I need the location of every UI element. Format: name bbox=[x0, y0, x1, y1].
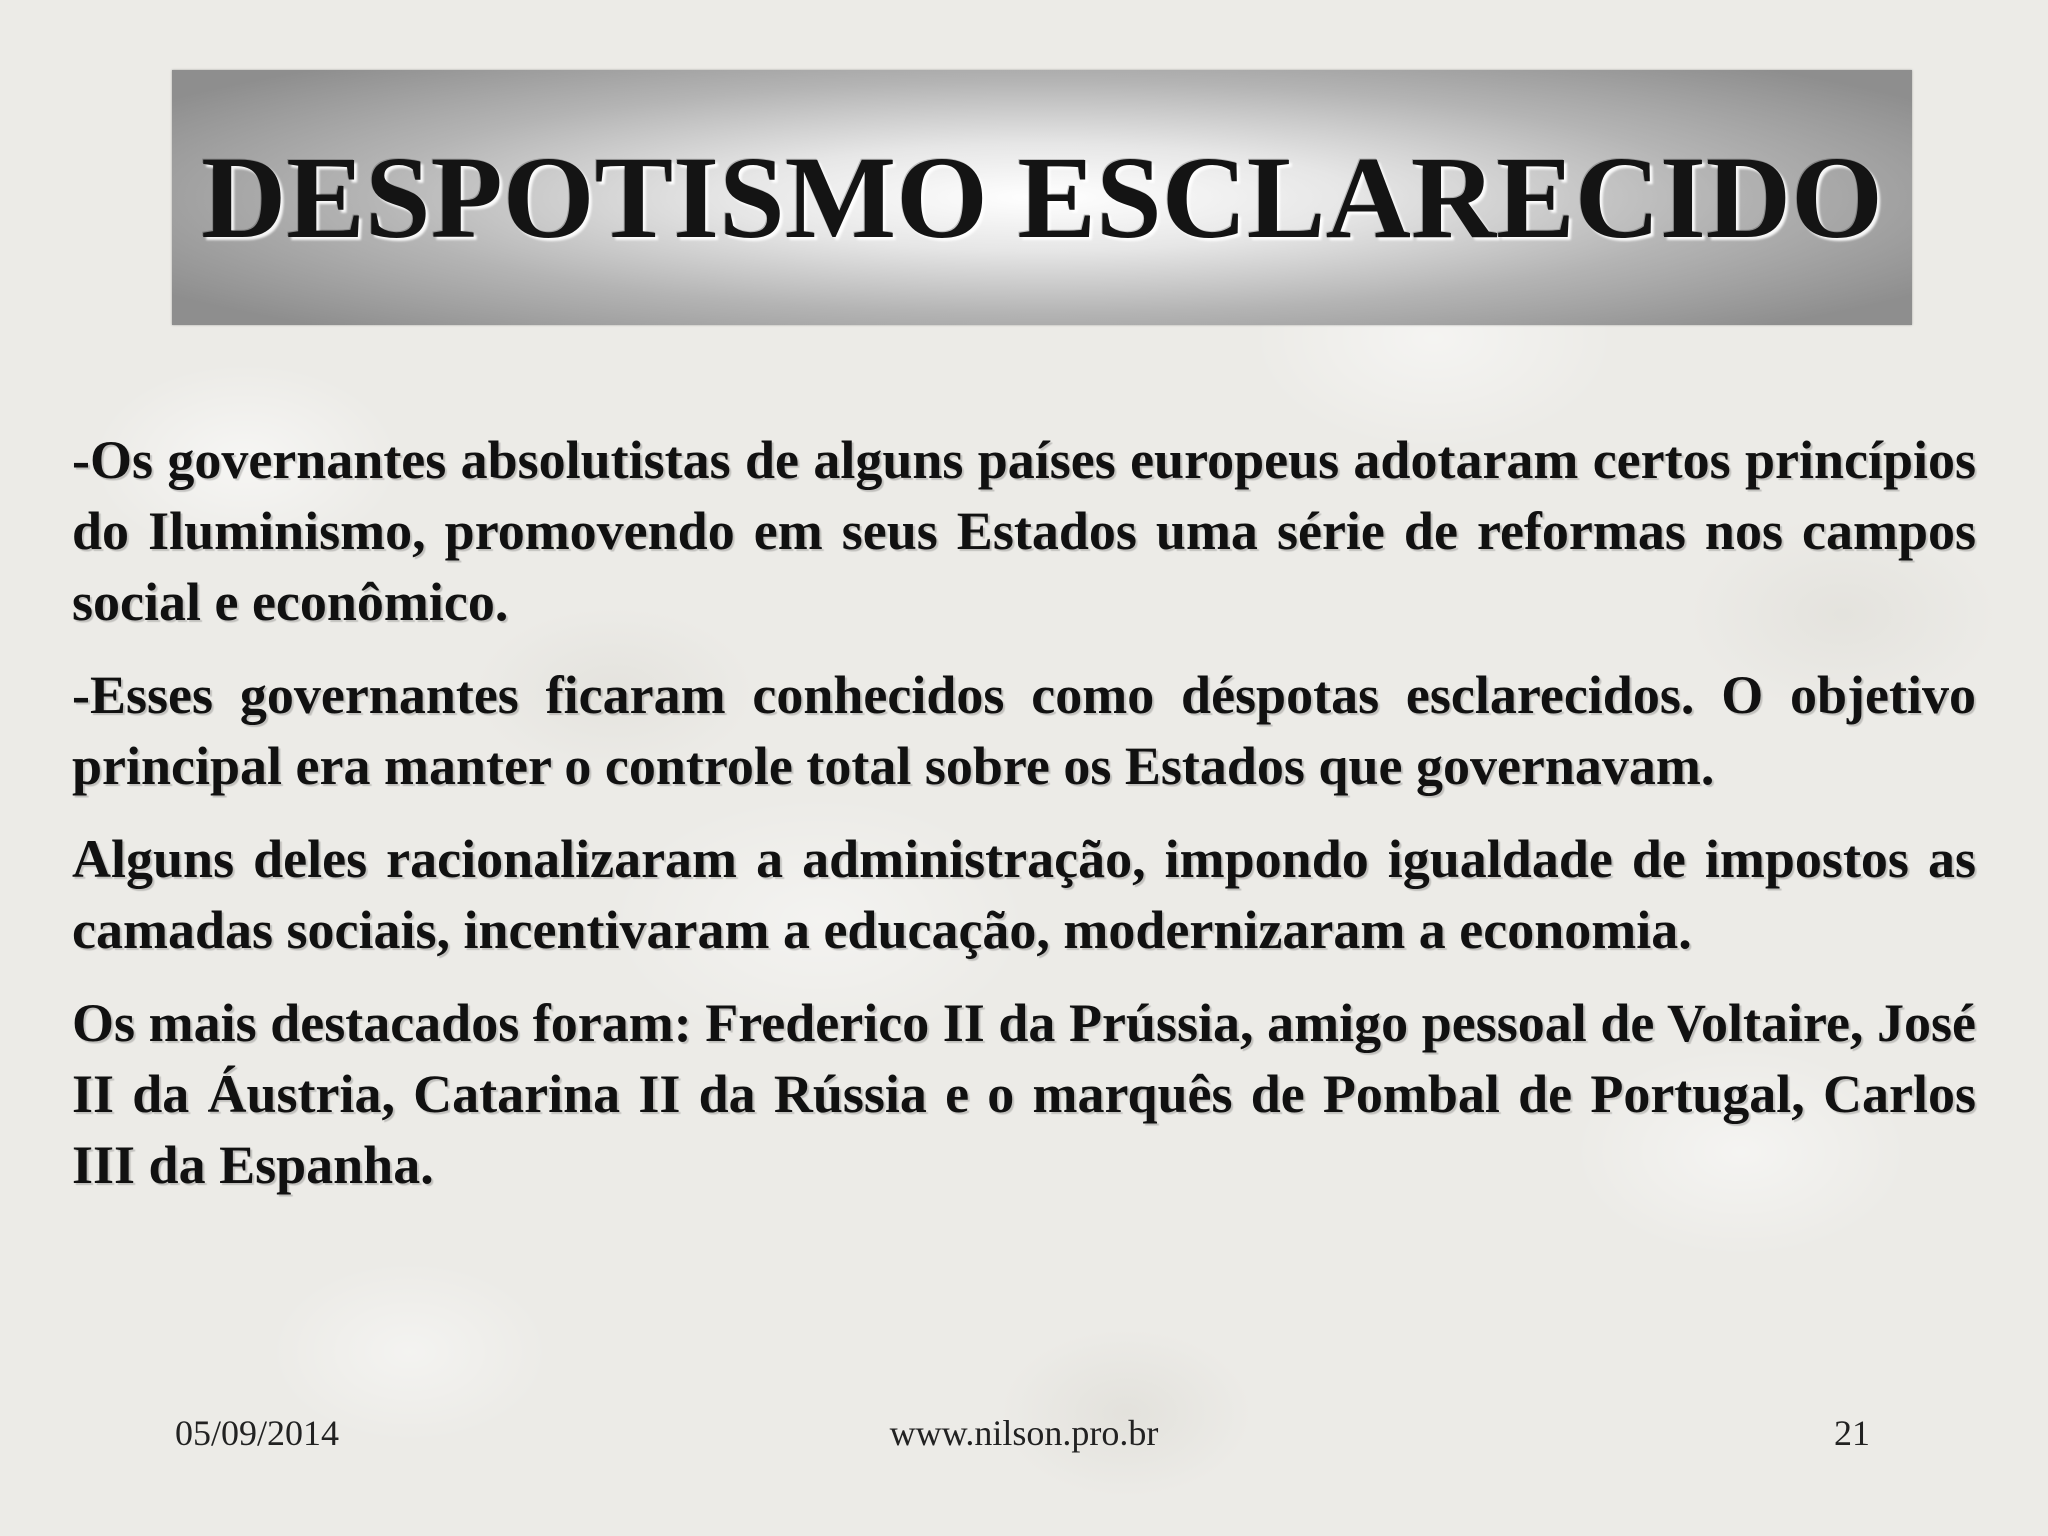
footer-page-number: 21 bbox=[1834, 1413, 1870, 1453]
paragraph-4: Os mais destacados foram: Frederico II da Prússia, amigo pessoal de Voltaire, José II da Áustria, Catarina II da Rússia e o marquês de Pombal de Portugal, Carlos III da Espanha. bbox=[72, 993, 1976, 1195]
footer-date: 05/09/2014 bbox=[175, 1413, 340, 1453]
slide-title: DESPOTISMO ESCLARECIDO bbox=[201, 131, 1883, 263]
paragraph-1: -Os governantes absolutistas de alguns países europeus adotaram certos princípios do Iluminismo, promovendo em seus Estados uma série de reformas nos campos social e econômico. bbox=[72, 430, 1976, 632]
slide-body bbox=[72, 425, 1976, 1223]
footer-url: www.nilson.pro.br bbox=[889, 1413, 1159, 1453]
title-banner bbox=[172, 70, 1912, 325]
paragraph-3: Alguns deles racionalizaram a administração, impondo igualdade de impostos as camadas sociais, incentivaram a educação, modernizaram a economia. bbox=[72, 829, 1976, 960]
paragraph-2: -Esses governantes ficaram conhecidos como déspotas esclarecidos. O objetivo principal era manter o controle total sobre os Estados que governavam. bbox=[72, 665, 1976, 796]
